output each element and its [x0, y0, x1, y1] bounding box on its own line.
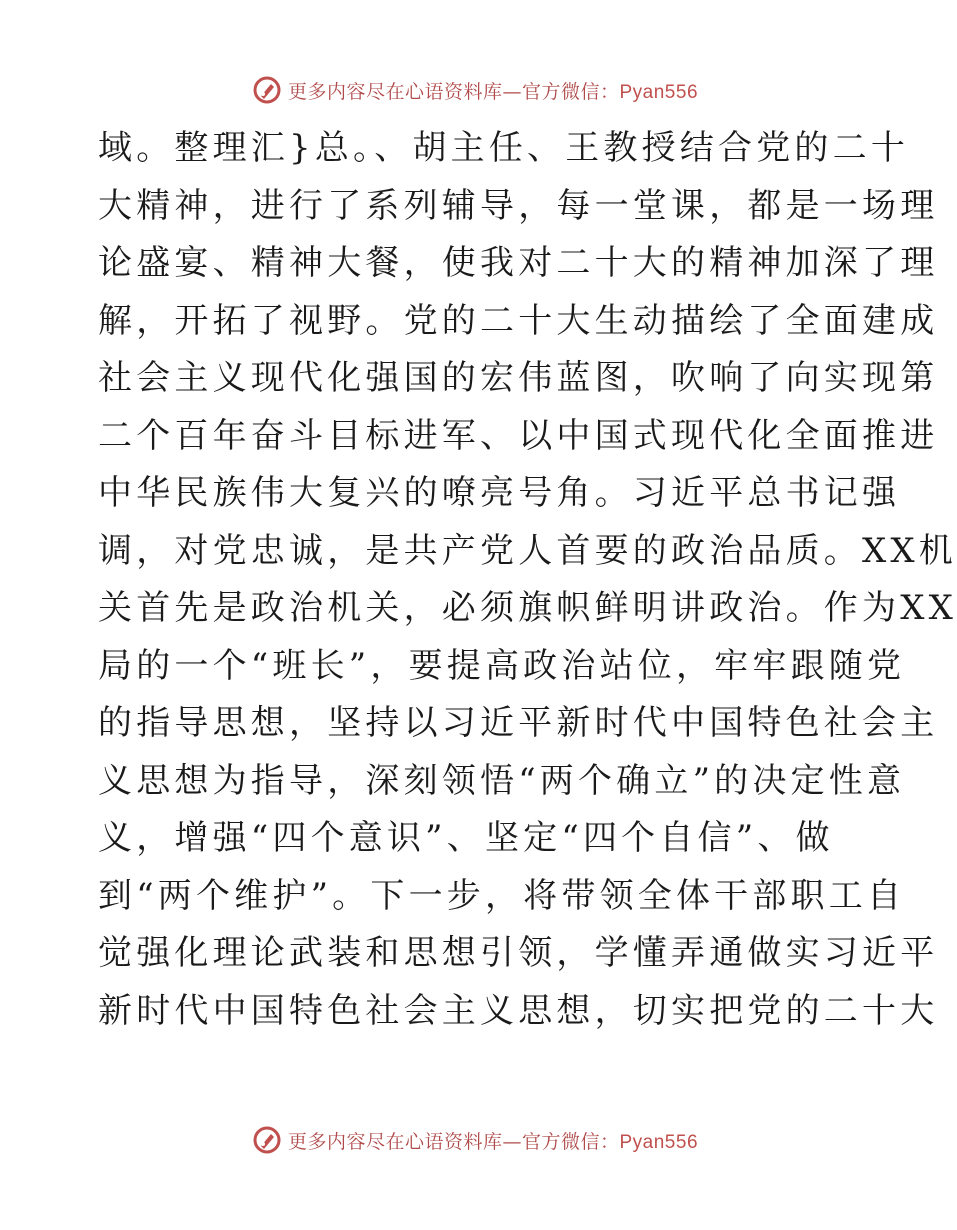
text-line: 的指导思想，坚持以习近平新时代中国特色社会主 — [98, 703, 939, 743]
footer-watermark — [0, 1123, 950, 1157]
text-line: 二个百年奋斗目标进军、以中国式现代化全面推进 — [98, 415, 939, 456]
text-line: 新时代中国特色社会主义思想，切实把党的二十大 — [98, 990, 939, 1031]
text-line: 社会主义现代化强国的宏伟蓝图，吹响了向实现第 — [98, 358, 939, 398]
text-line: 解，开拓了视野。党的二十大生动描绘了全面建成 — [98, 300, 939, 341]
pen-logo-icon — [252, 75, 282, 105]
watermark-label: 更多内容尽在心语资料库—官方微信：Pyan556 — [287, 80, 699, 103]
text-line: 义思想为指导，深刻领悟“两个确立”的决定性意 — [98, 760, 906, 801]
text-line: 中华民族伟大复兴的嘹亮号角。习近平总书记强 — [98, 473, 901, 513]
text-line: 调，对党忠诚，是共产党人首要的政治品质。XX机 — [98, 530, 957, 571]
text-line: 大精神，进行了系列辅导，每一堂课，都是一场理 — [98, 185, 939, 226]
text-line: 觉强化理论武装和思想引领，学懂弄通做实习近平 — [98, 933, 939, 973]
text-line: 域。整理汇}总。、胡主任、王教授结合党的二十 — [98, 128, 910, 168]
body-paragraph — [98, 120, 957, 1040]
text-line: 论盛宴、精神大餐，使我对二十大的精神加深了理 — [98, 243, 939, 283]
text-line: 关首先是政治机关，必须旗帜鲜明讲政治。作为XX — [98, 588, 957, 628]
text-line: 到“两个维护”。下一步，将带领全体干部职工自 — [98, 875, 906, 916]
header-watermark — [0, 73, 950, 107]
text-line: 局的一个“班长”，要提高政治站位，牢牢跟随党 — [98, 645, 906, 686]
text-line: 义，增强“四个意识”、坚定“四个自信”、做 — [98, 818, 834, 858]
pen-logo-icon — [252, 1125, 282, 1155]
watermark-label: 更多内容尽在心语资料库—官方微信：Pyan556 — [287, 1130, 699, 1153]
